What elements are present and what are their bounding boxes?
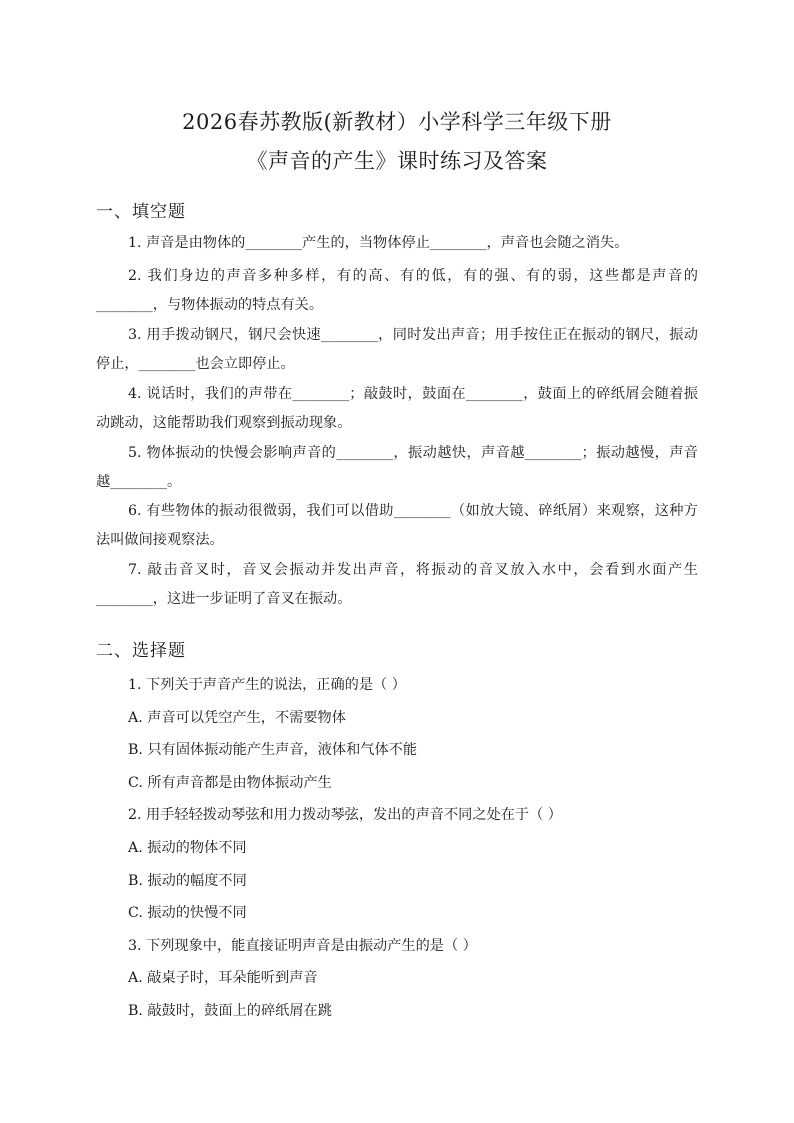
fill-question-3: 3. 用手拨动钢尺，钢尺会快速________，同时发出声音；用手按住正在振动的钢尺，振动停止，________也会立即停止。 [96,327,698,372]
document-title-line2: 《声音的产生》课时练习及答案 [246,149,548,173]
choice-question-1-option-b: B. 只有固体振动能产生声音，液体和气体不能 [128,742,418,758]
choice-question-1-option-a: A. 声音可以凭空产生，不需要物体 [128,710,346,726]
fill-section-heading: 一、填空题 [96,202,186,222]
document-title-line1: 2026春苏教版(新教材）小学科学三年级下册 [182,110,612,134]
choice-question-3-option-b: B. 敲鼓时，鼓面上的碎纸屑在跳 [128,1003,332,1019]
fill-question-5: 5. 物体振动的快慢会影响声音的________，振动越快，声音越________；振动越慢，声音越________。 [96,445,698,490]
fill-question-2: 2. 我们身边的声音多种多样，有的高、有的低，有的强、有的弱，这些都是声音的________，与物体振动的特点有关。 [96,268,698,313]
choice-question-1-option-c: C. 所有声音都是由物体振动产生 [128,775,332,791]
choice-question-2-option-c: C. 振动的快慢不同 [128,905,247,921]
choice-section-heading: 二、选择题 [96,641,186,661]
fill-question-1: 1. 声音是由物体的________产生的，当物体停止________，声音也会随之消失。 [128,235,629,251]
choice-question-2-stem: 2. 用手轻轻拨动琴弦和用力拨动琴弦，发出的声音不同之处在于（ ） [128,807,562,823]
choice-question-3-stem: 3. 下列现象中，能直接证明声音是由振动产生的是（ ） [128,938,477,954]
choice-question-1-stem: 1. 下列关于声音产生的说法，正确的是（ ） [128,677,406,693]
choice-question-3-option-a: A. 敲桌子时，耳朵能听到声音 [128,970,318,986]
choice-question-2-option-b: B. 振动的幅度不同 [128,873,247,889]
choice-question-2-option-a: A. 振动的物体不同 [128,840,247,856]
fill-question-7: 7. 敲击音叉时，音叉会振动并发出声音，将振动的音叉放入水中，会看到水面产生________，这进一步证明了音叉在振动。 [96,562,698,607]
fill-question-4: 4. 说话时，我们的声带在________；敲鼓时，鼓面在________，鼓面上的碎纸屑会随着振动跳动，这能帮助我们观察到振动现象。 [96,386,698,431]
fill-question-6: 6. 有些物体的振动很微弱，我们可以借助________（如放大镜、碎纸屑）来观察，这种方法叫做间接观察法。 [96,503,698,548]
